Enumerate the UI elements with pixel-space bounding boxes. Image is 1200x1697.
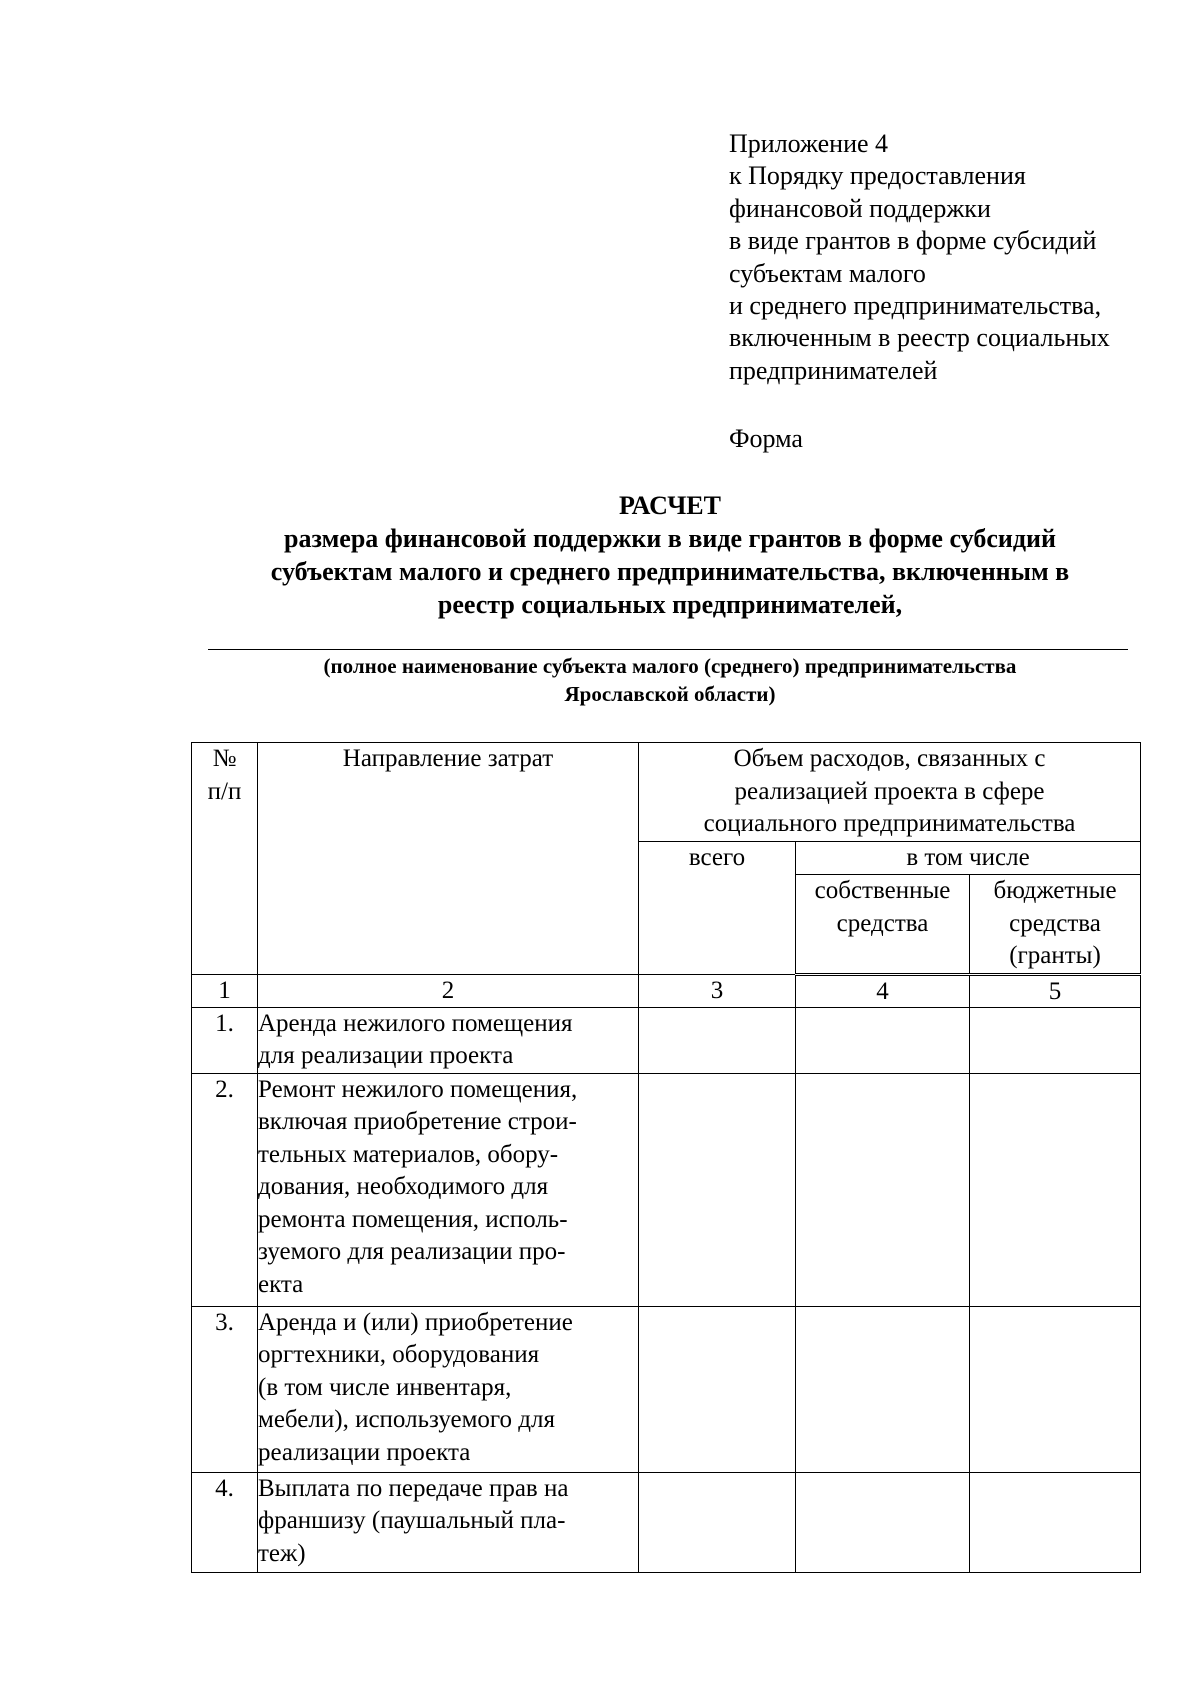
title-line: реестр социальных предпринимателей, — [437, 590, 903, 619]
header-no-line: п/п — [207, 777, 242, 805]
column-number: 5 — [970, 974, 1141, 1007]
cell-budget-funds[interactable] — [970, 1306, 1141, 1472]
row-direction-line: включая приобретение строи- — [258, 1108, 577, 1135]
appendix-line: к Порядку предоставления — [729, 161, 1026, 191]
title-heading: РАСЧЕТ — [619, 491, 721, 520]
row-direction-line: мебели), используемого для — [258, 1406, 555, 1433]
appendix-line: в виде грантов в форме субсидий — [729, 226, 1097, 256]
header-volume-line: Объем расходов, связанных с — [733, 745, 1046, 772]
column-number: 1 — [192, 974, 258, 1007]
row-direction-line: Ремонт нежилого помещения, — [258, 1075, 578, 1103]
header-direction: Направление затрат — [258, 743, 639, 975]
title-line: субъектам малого и среднего предпринимательства, включенным в — [270, 557, 1070, 586]
title-line: размера финансовой поддержки в виде грантов в форме субсидий — [284, 524, 1056, 553]
row-direction-line: для реализации проекта — [258, 1042, 514, 1069]
table-row — [192, 1007, 1141, 1073]
cell-own-funds[interactable] — [796, 1007, 970, 1073]
table-row — [192, 1306, 1141, 1472]
calculation-table — [191, 742, 1141, 1573]
header-budget-funds — [970, 875, 1141, 975]
row-number: 3. — [192, 1306, 258, 1472]
header-own-line: средства — [836, 909, 929, 937]
cell-own-funds[interactable] — [796, 1472, 970, 1572]
row-direction-line: дования, необходимого для — [258, 1173, 549, 1200]
row-direction-line: (в том числе инвентаря, — [258, 1373, 512, 1401]
header-total: всего — [639, 841, 796, 974]
cell-own-funds[interactable] — [796, 1073, 970, 1306]
header-volume-line: реализацией проекта в сфере — [734, 777, 1045, 805]
row-direction — [258, 1306, 639, 1472]
document-title — [180, 489, 1160, 621]
row-direction-line: оргтехники, оборудования — [258, 1341, 540, 1368]
table-row — [192, 1073, 1141, 1306]
column-numbers-row — [192, 974, 1141, 1007]
cell-total[interactable] — [639, 1007, 796, 1073]
row-number: 4. — [192, 1472, 258, 1572]
row-direction-line: екта — [258, 1270, 304, 1298]
header-budget-line: бюджетные — [993, 877, 1117, 904]
subject-caption — [200, 652, 1140, 708]
row-direction-line: реализации проекта — [258, 1438, 471, 1466]
cell-budget-funds[interactable] — [970, 1007, 1141, 1073]
cell-total[interactable] — [639, 1472, 796, 1572]
appendix-block — [729, 128, 1169, 387]
appendix-line: и среднего предпринимательства, — [729, 291, 1102, 321]
row-direction-line: Аренда и (или) приобретение — [258, 1308, 573, 1336]
column-number: 4 — [796, 974, 970, 1007]
cell-own-funds[interactable] — [796, 1306, 970, 1472]
row-direction — [258, 1073, 639, 1306]
subject-name-fill-line[interactable] — [208, 649, 1128, 650]
header-volume — [639, 743, 1141, 842]
cell-budget-funds[interactable] — [970, 1472, 1141, 1572]
row-direction — [258, 1472, 639, 1572]
row-number: 1. — [192, 1007, 258, 1073]
appendix-line: включенным в реестр социальных — [729, 323, 1110, 353]
header-no-line: № — [212, 745, 237, 772]
appendix-line: Приложение 4 — [729, 129, 889, 158]
column-number: 3 — [639, 974, 796, 1007]
row-direction-line: тельных материалов, обору- — [258, 1140, 559, 1168]
cell-total[interactable] — [639, 1073, 796, 1306]
appendix-line: субъектам малого — [729, 258, 926, 288]
form-label: Форма — [729, 424, 803, 453]
header-no — [192, 743, 258, 975]
caption-line: (полное наименование субъекта малого (среднего) предпринимательства — [323, 654, 1017, 678]
appendix-line: финансовой поддержки — [729, 193, 991, 223]
row-direction-line: франшизу (паушальный пла- — [258, 1507, 566, 1534]
row-direction-line: ремонта помещения, исполь- — [258, 1205, 568, 1233]
cell-budget-funds[interactable] — [970, 1073, 1141, 1306]
appendix-line: предпринимателей — [729, 355, 938, 385]
table-row — [192, 1472, 1141, 1572]
row-direction-line: зуемого для реализации про- — [258, 1238, 566, 1265]
row-direction-line: теж) — [258, 1539, 306, 1567]
header-including: в том числе — [796, 841, 1141, 875]
header-budget-line: средства — [1009, 909, 1101, 937]
column-number: 2 — [258, 974, 639, 1007]
header-budget-line: (гранты) — [1009, 942, 1101, 969]
header-volume-line: социального предпринимательства — [703, 810, 1076, 837]
header-own-line: собственные — [814, 877, 951, 904]
row-direction-line: Выплата по передаче прав на — [258, 1474, 569, 1502]
cell-total[interactable] — [639, 1306, 796, 1472]
row-number: 2. — [192, 1073, 258, 1306]
header-own-funds — [796, 875, 970, 975]
caption-line: Ярославской области) — [564, 682, 776, 706]
row-direction — [258, 1007, 639, 1073]
row-direction-line: Аренда нежилого помещения — [258, 1009, 573, 1037]
